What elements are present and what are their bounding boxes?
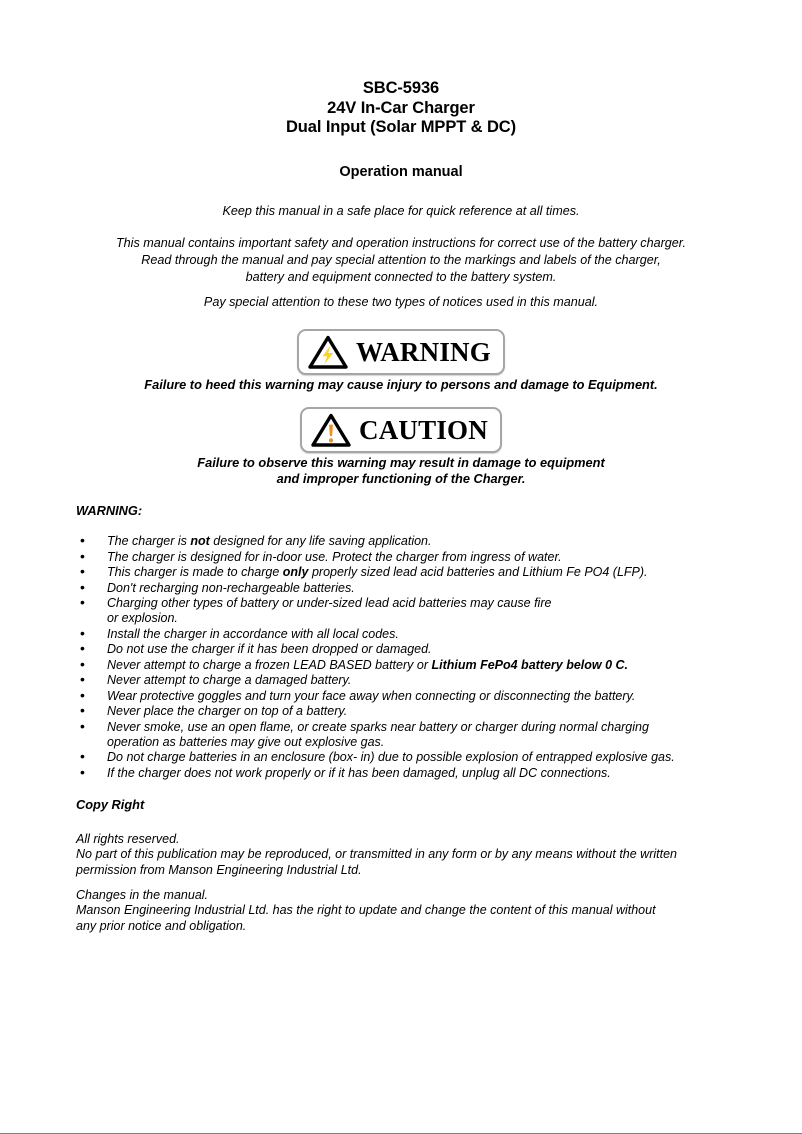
title-line-model: SBC-5936	[362, 79, 440, 97]
intro-pay-attention: Pay special attention to these two types of notices used in this manual.	[203, 295, 599, 309]
warning-bullet-item	[76, 596, 766, 626]
copyright-body-second	[76, 888, 748, 934]
warning-bullet-list	[76, 534, 766, 781]
intro-keep-manual: Keep this manual in a safe place for quick reference at all times.	[222, 204, 580, 218]
bullet-text: This charger is made to charge	[107, 565, 283, 579]
warning-bullet-item	[76, 673, 766, 688]
caution-badge-box	[300, 407, 502, 453]
warning-bullet-item	[76, 581, 766, 596]
warning-bullet-item	[76, 534, 766, 549]
bullet-text-tail: properly sized lead acid batteries and Lithium Fe PO4 (LFP).	[308, 565, 648, 579]
copyright-body-first	[76, 832, 748, 878]
bullet-emphasis: not	[190, 534, 210, 548]
bullet-text: The charger is	[107, 534, 191, 548]
title-line-input: Dual Input (Solar MPPT & DC)	[285, 118, 517, 136]
bullet-emphasis: Lithium FePo4 battery below 0 C.	[431, 657, 629, 672]
warning-bullet-item	[76, 642, 766, 657]
bullet-text: Don't recharging non-rechargeable batteries.	[107, 580, 355, 595]
caution-notice-caption	[0, 455, 802, 487]
bullet-text-tail: designed for any life saving application.	[209, 534, 432, 548]
caution-caption-line1: Failure to observe this warning may result in damage to equipment	[197, 455, 605, 470]
bullet-text: The charger is designed for in-door use. Protect the charger from ingress of water.	[107, 549, 562, 564]
document-subtitle: Operation manual	[339, 164, 463, 180]
page-title	[0, 79, 802, 138]
warning-bullet-item	[76, 766, 766, 781]
intro-contains-instructions	[0, 235, 802, 286]
warning-badge-label: WARNING	[356, 337, 491, 367]
copyright-line1: All rights reserved.	[76, 832, 180, 846]
copyright-line4: Changes in the manual.	[76, 888, 209, 902]
warning-bullet-item	[76, 658, 766, 673]
bullet-text: Wear protective goggles and turn your face away when connecting or disconnecting the battery.	[107, 688, 636, 703]
bullet-text: Do not use the charger if it has been dropped or damaged.	[107, 642, 432, 657]
warning-notice-caption: Failure to heed this warning may cause injury to persons and damage to Equipment.	[144, 377, 658, 392]
copyright-line5: Manson Engineering Industrial Ltd. has the right to update and change the content of this manual without	[76, 903, 656, 918]
bullet-text: Do not charge batteries in an enclosure (box- in) due to possible explosion of entrapped explosive gas.	[107, 750, 675, 765]
warning-bullet-item	[76, 627, 766, 642]
bullet-emphasis: only	[282, 565, 309, 579]
warning-section-heading: WARNING:	[76, 503, 143, 518]
warning-bullet-item	[76, 720, 766, 750]
caution-triangle-exclamation-icon	[310, 412, 352, 448]
warning-badge-box	[297, 329, 505, 375]
copyright-line2: No part of this publication may be reproduced, or transmitted in any form or by any means without the written	[76, 847, 677, 862]
caution-notice-badge	[0, 407, 802, 453]
copyright-line3: permission from Manson Engineering Industrial Ltd.	[76, 862, 362, 877]
caution-badge-label: CAUTION	[359, 415, 488, 445]
bullet-text: Never attempt to charge a damaged battery.	[107, 673, 352, 688]
warning-bullet-item	[76, 565, 766, 580]
intro-contains-line1: This manual contains important safety and operation instructions for correct use of the battery charger.	[115, 236, 687, 250]
caution-caption-line2: and improper functioning of the Charger.	[276, 471, 526, 486]
bullet-continuation-line: or explosion.	[107, 611, 178, 626]
copyright-line6: any prior notice and obligation.	[76, 918, 247, 933]
bullet-text: Install the charger in accordance with all local codes.	[107, 626, 399, 641]
warning-bullet-item	[76, 704, 766, 719]
bullet-text: Charging other types of battery or under-sized lead acid batteries may cause fire	[107, 596, 552, 610]
bullet-text: Never attempt to charge a frozen LEAD BASED battery or	[107, 657, 432, 672]
intro-contains-line3: battery and equipment connected to the battery system.	[245, 270, 557, 284]
warning-bullet-item	[76, 689, 766, 704]
title-line-voltage: 24V In-Car Charger	[327, 98, 475, 117]
warning-bullet-item	[76, 550, 766, 565]
warning-notice-badge	[0, 329, 802, 375]
intro-contains-line2: Read through the manual and pay special attention to the markings and labels of the charger,	[141, 253, 661, 267]
copyright-heading: Copy Right	[76, 797, 145, 812]
warning-bullet-item	[76, 750, 766, 765]
bullet-text: If the charger does not work properly or if it has been damaged, unplug all DC connections.	[107, 765, 611, 780]
bullet-text: Never place the charger on top of a battery.	[107, 704, 348, 719]
bullet-continuation-line: operation as batteries may give out explosive gas.	[107, 734, 385, 749]
warning-triangle-lightning-icon	[307, 334, 349, 370]
bullet-text: Never smoke, use an open flame, or create sparks near battery or charger during normal charging	[107, 719, 649, 734]
